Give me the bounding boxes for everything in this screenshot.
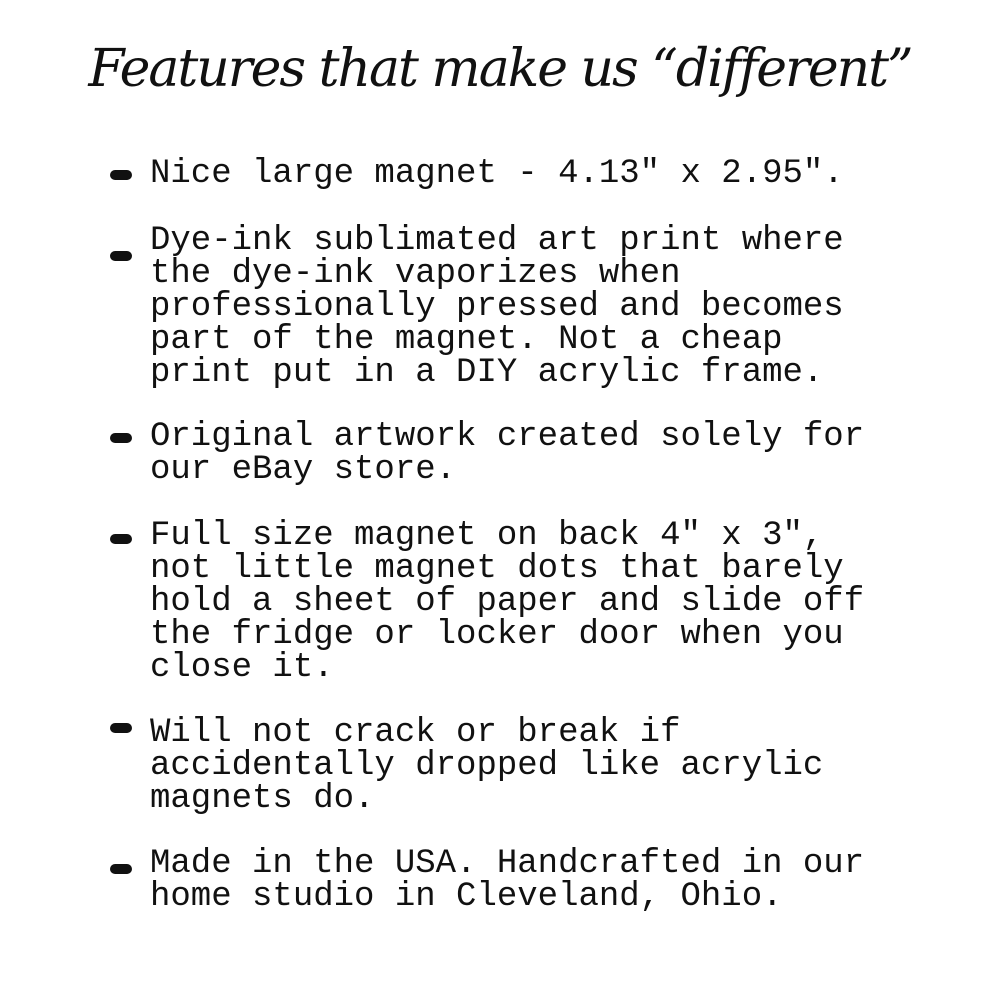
feature-text: Full size magnet on back 4″ x 3″, not little magnet dots that barely hold a sheet of paper and slide off the fridge or locker door when you close it. (150, 517, 865, 687)
dash-bullet-icon (110, 170, 132, 180)
feature-text: Will not crack or break if accidentally dropped like acrylic magnets do. (150, 714, 824, 818)
feature-text: Made in the USA. Handcrafted in our home studio in Cleveland, Ohio. (150, 845, 865, 916)
page-title: Features that make us “different” (88, 39, 912, 99)
feature-text: Nice large magnet - 4.13″ x 2.95″. (150, 155, 844, 193)
dash-bullet-icon (110, 534, 132, 544)
dash-bullet-icon (110, 251, 132, 261)
feature-text: Original artwork created solely for our eBay store. (150, 418, 865, 489)
dash-bullet-icon (110, 433, 132, 443)
feature-text: Dye-ink sublimated art print where the dye-ink vaporizes when professionally pressed and becomes part of the magnet. Not a cheap print put in a DIY acrylic frame. (150, 222, 844, 392)
dash-bullet-icon (110, 723, 132, 733)
dash-bullet-icon (110, 864, 132, 874)
